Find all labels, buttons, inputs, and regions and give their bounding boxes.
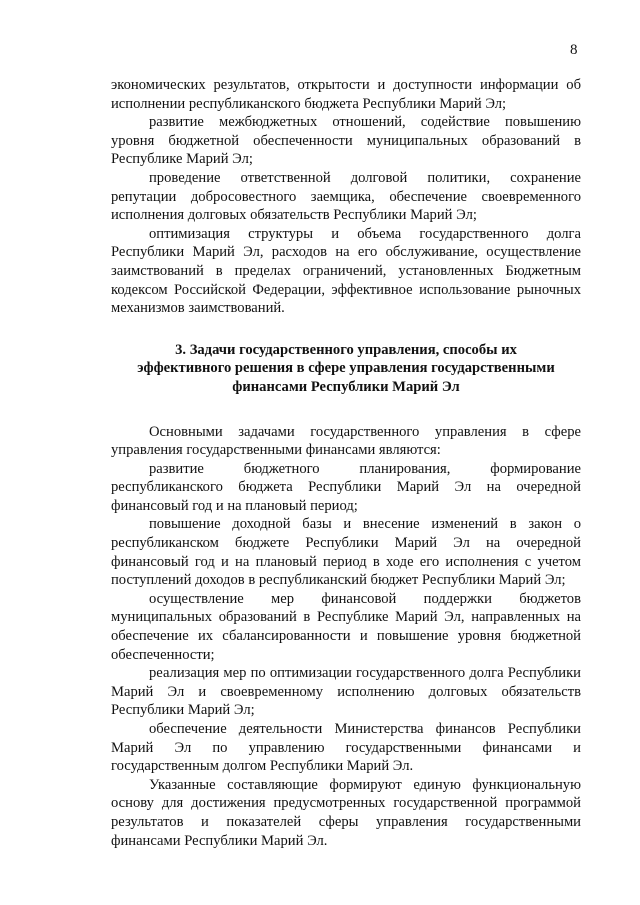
section-heading <box>111 341 581 397</box>
paragraph: экономических результатов, открытости и доступности информации об исполнении республиканского бюджета Республики Марий Эл; <box>111 77 581 112</box>
paragraph: осуществление мер финансовой поддержки бюджетов муниципальных образований в Республике Марий Эл, направленных на обеспечение их сбалансированности и повышение уровня бюджетной обеспеченности; <box>111 590 581 663</box>
paragraph: развитие межбюджетных отношений, содействие повышению уровня бюджетной обеспеченности муниципальных образований в Республике Марий Эл; <box>111 114 581 168</box>
document-body <box>111 76 581 850</box>
paragraph: развитие бюджетного планирования, формирование республиканского бюджета Республики Марий Эл на очередной финансовый год и на плановый период; <box>111 460 581 514</box>
paragraph: обеспечение деятельности Министерства финансов Республики Марий Эл по управлению государственными финансами и государственным долгом Республики Марий Эл. <box>111 721 581 775</box>
section-heading-line: эффективного решения в сфере управления государственными <box>137 360 555 377</box>
section-heading-line: финансами Республики Марий Эл <box>232 378 460 395</box>
paragraph: реализация мер по оптимизации государственного долга Республики Марий Эл и своевременному исполнению долговых обязательств Республики Марий Эл; <box>111 665 581 719</box>
body-paragraphs <box>111 423 581 851</box>
page-number: 8 <box>570 42 578 58</box>
paragraph: Указанные составляющие формируют единую функциональную основу для достижения предусмотренных государственной программой результатов и показателей сферы управления государственными финансами Республики Марий Эл. <box>111 776 581 849</box>
section-heading-line: 3. Задачи государственного управления, способы их <box>175 341 517 358</box>
paragraph: проведение ответственной долговой политики, сохранение репутации добросовестного заемщика, обеспечение своевременного исполнения долговых обязательств Республики Марий Эл; <box>111 169 581 224</box>
paragraph: оптимизация структуры и объема государственного долга Республики Марий Эл, расходов на его обслуживание, осуществление заимствований в пределах ограничений, установленных Бюджетным кодексом Российской Федерации, эффективное использование рыночных механизмов заимствований. <box>111 225 581 317</box>
paragraph: повышение доходной базы и внесение изменений в закон о республиканском бюджете Республики Марий Эл на очередной финансовый год и на плановый период в ходе его исполнения с учетом поступлений доходов в республиканский бюджет Республики Марий Эл; <box>111 516 581 589</box>
intro-paragraphs <box>111 76 581 318</box>
paragraph: Основными задачами государственного управления в сфере управления государственными финансами являются: <box>111 423 581 459</box>
